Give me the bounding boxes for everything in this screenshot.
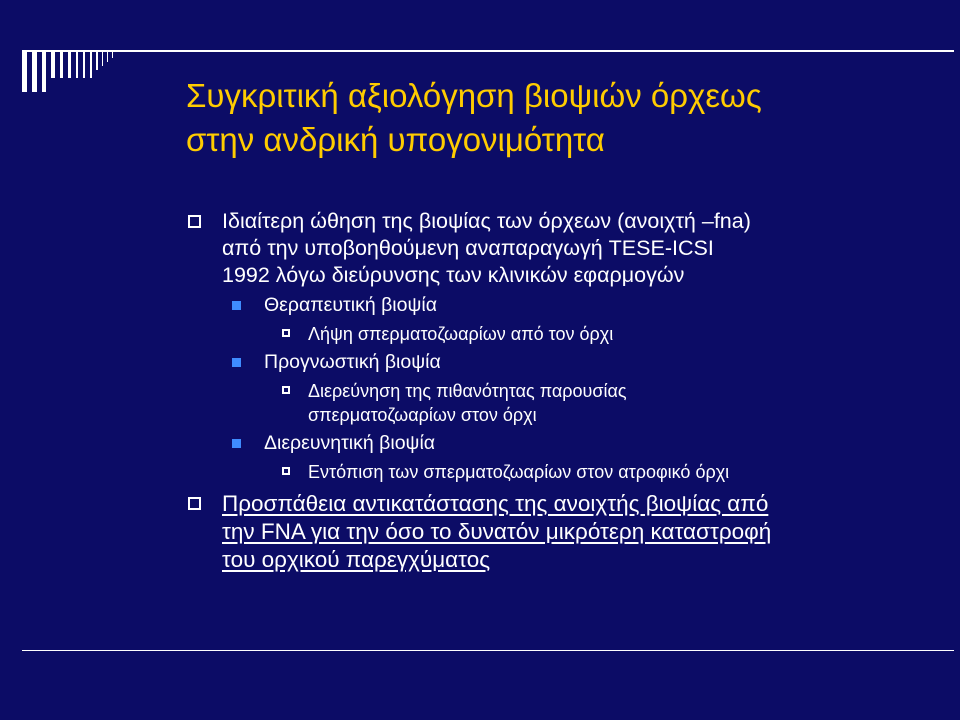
square-filled-bullet-icon xyxy=(232,439,241,448)
title-line-2: στην ανδρική υπογονιμότητα xyxy=(186,121,605,158)
decor-stripe xyxy=(60,50,63,78)
bullet-text: σπερματοζωαρίων στον όρχι xyxy=(308,405,537,425)
bullet-line: από την υποβοηθούμενη αναπαραγωγή TESE-ICSI xyxy=(222,236,714,260)
bullet-label: Προγνωστική βιοψία xyxy=(264,351,441,373)
bullet-item-fna-replacement xyxy=(186,490,926,574)
decor-stripe xyxy=(83,50,85,78)
square-filled-bullet-icon xyxy=(232,358,241,367)
bullet-subitem-diagnostic xyxy=(186,460,926,484)
bottom-divider xyxy=(22,650,954,651)
bullet-line: του ορχικού παρεγχύματος xyxy=(222,547,491,572)
decor-stripe xyxy=(42,50,46,92)
square-outline-small-bullet-icon xyxy=(282,386,290,394)
square-outline-bullet-icon xyxy=(188,215,201,228)
bullet-line: Ιδιαίτερη ώθηση της βιοψίας των όρχεων (ανοιχτή –fna) xyxy=(222,209,751,233)
bullet-subitem-therapeutic xyxy=(186,322,926,346)
bullet-item-diagnostic xyxy=(186,431,926,456)
bullet-line: Προσπάθεια αντικατάστασης της ανοιχτής βιοψίας από xyxy=(222,491,769,516)
bullet-label: Διερευνητική βιοψία xyxy=(264,432,436,454)
bullet-label: Θεραπευτική βιοψία xyxy=(264,294,437,316)
bullet-text: Εντόπιση των σπερματοζωαρίων στον ατροφικό όρχι xyxy=(308,462,730,482)
slide-title xyxy=(186,74,926,162)
decor-stripe xyxy=(76,50,78,78)
title-line-1: Συγκριτική αξιολόγηση βιοψιών όρχεως xyxy=(186,77,762,114)
bullet-text: Λήψη σπερματοζωαρίων από τον όρχι xyxy=(308,324,614,344)
decor-stripe xyxy=(22,50,27,92)
decor-stripe xyxy=(68,50,71,78)
bullet-text: Διερεύνηση της πιθανότητας παρουσίας xyxy=(308,381,627,401)
bullet-line: 1992 λόγω διεύρυνσης των κλινικών εφαρμογών xyxy=(222,263,685,287)
square-outline-bullet-icon xyxy=(188,497,201,510)
bullet-subitem-prognostic xyxy=(186,379,926,427)
top-divider xyxy=(22,50,954,52)
bullet-item-biopsy-boost xyxy=(186,208,926,289)
decor-stripe xyxy=(51,50,55,78)
square-outline-small-bullet-icon xyxy=(282,467,290,475)
decor-stripe xyxy=(102,50,103,66)
decor-stripe xyxy=(96,50,98,70)
bullet-line: την FNA για την όσο το δυνατόν μικρότερη καταστροφή xyxy=(222,519,772,544)
bullet-item-therapeutic xyxy=(186,293,926,318)
slide-content xyxy=(186,208,926,574)
decor-stripe xyxy=(90,50,92,78)
bullet-item-prognostic xyxy=(186,350,926,375)
square-filled-bullet-icon xyxy=(232,301,241,310)
decor-stripe xyxy=(32,50,37,92)
square-outline-small-bullet-icon xyxy=(282,329,290,337)
